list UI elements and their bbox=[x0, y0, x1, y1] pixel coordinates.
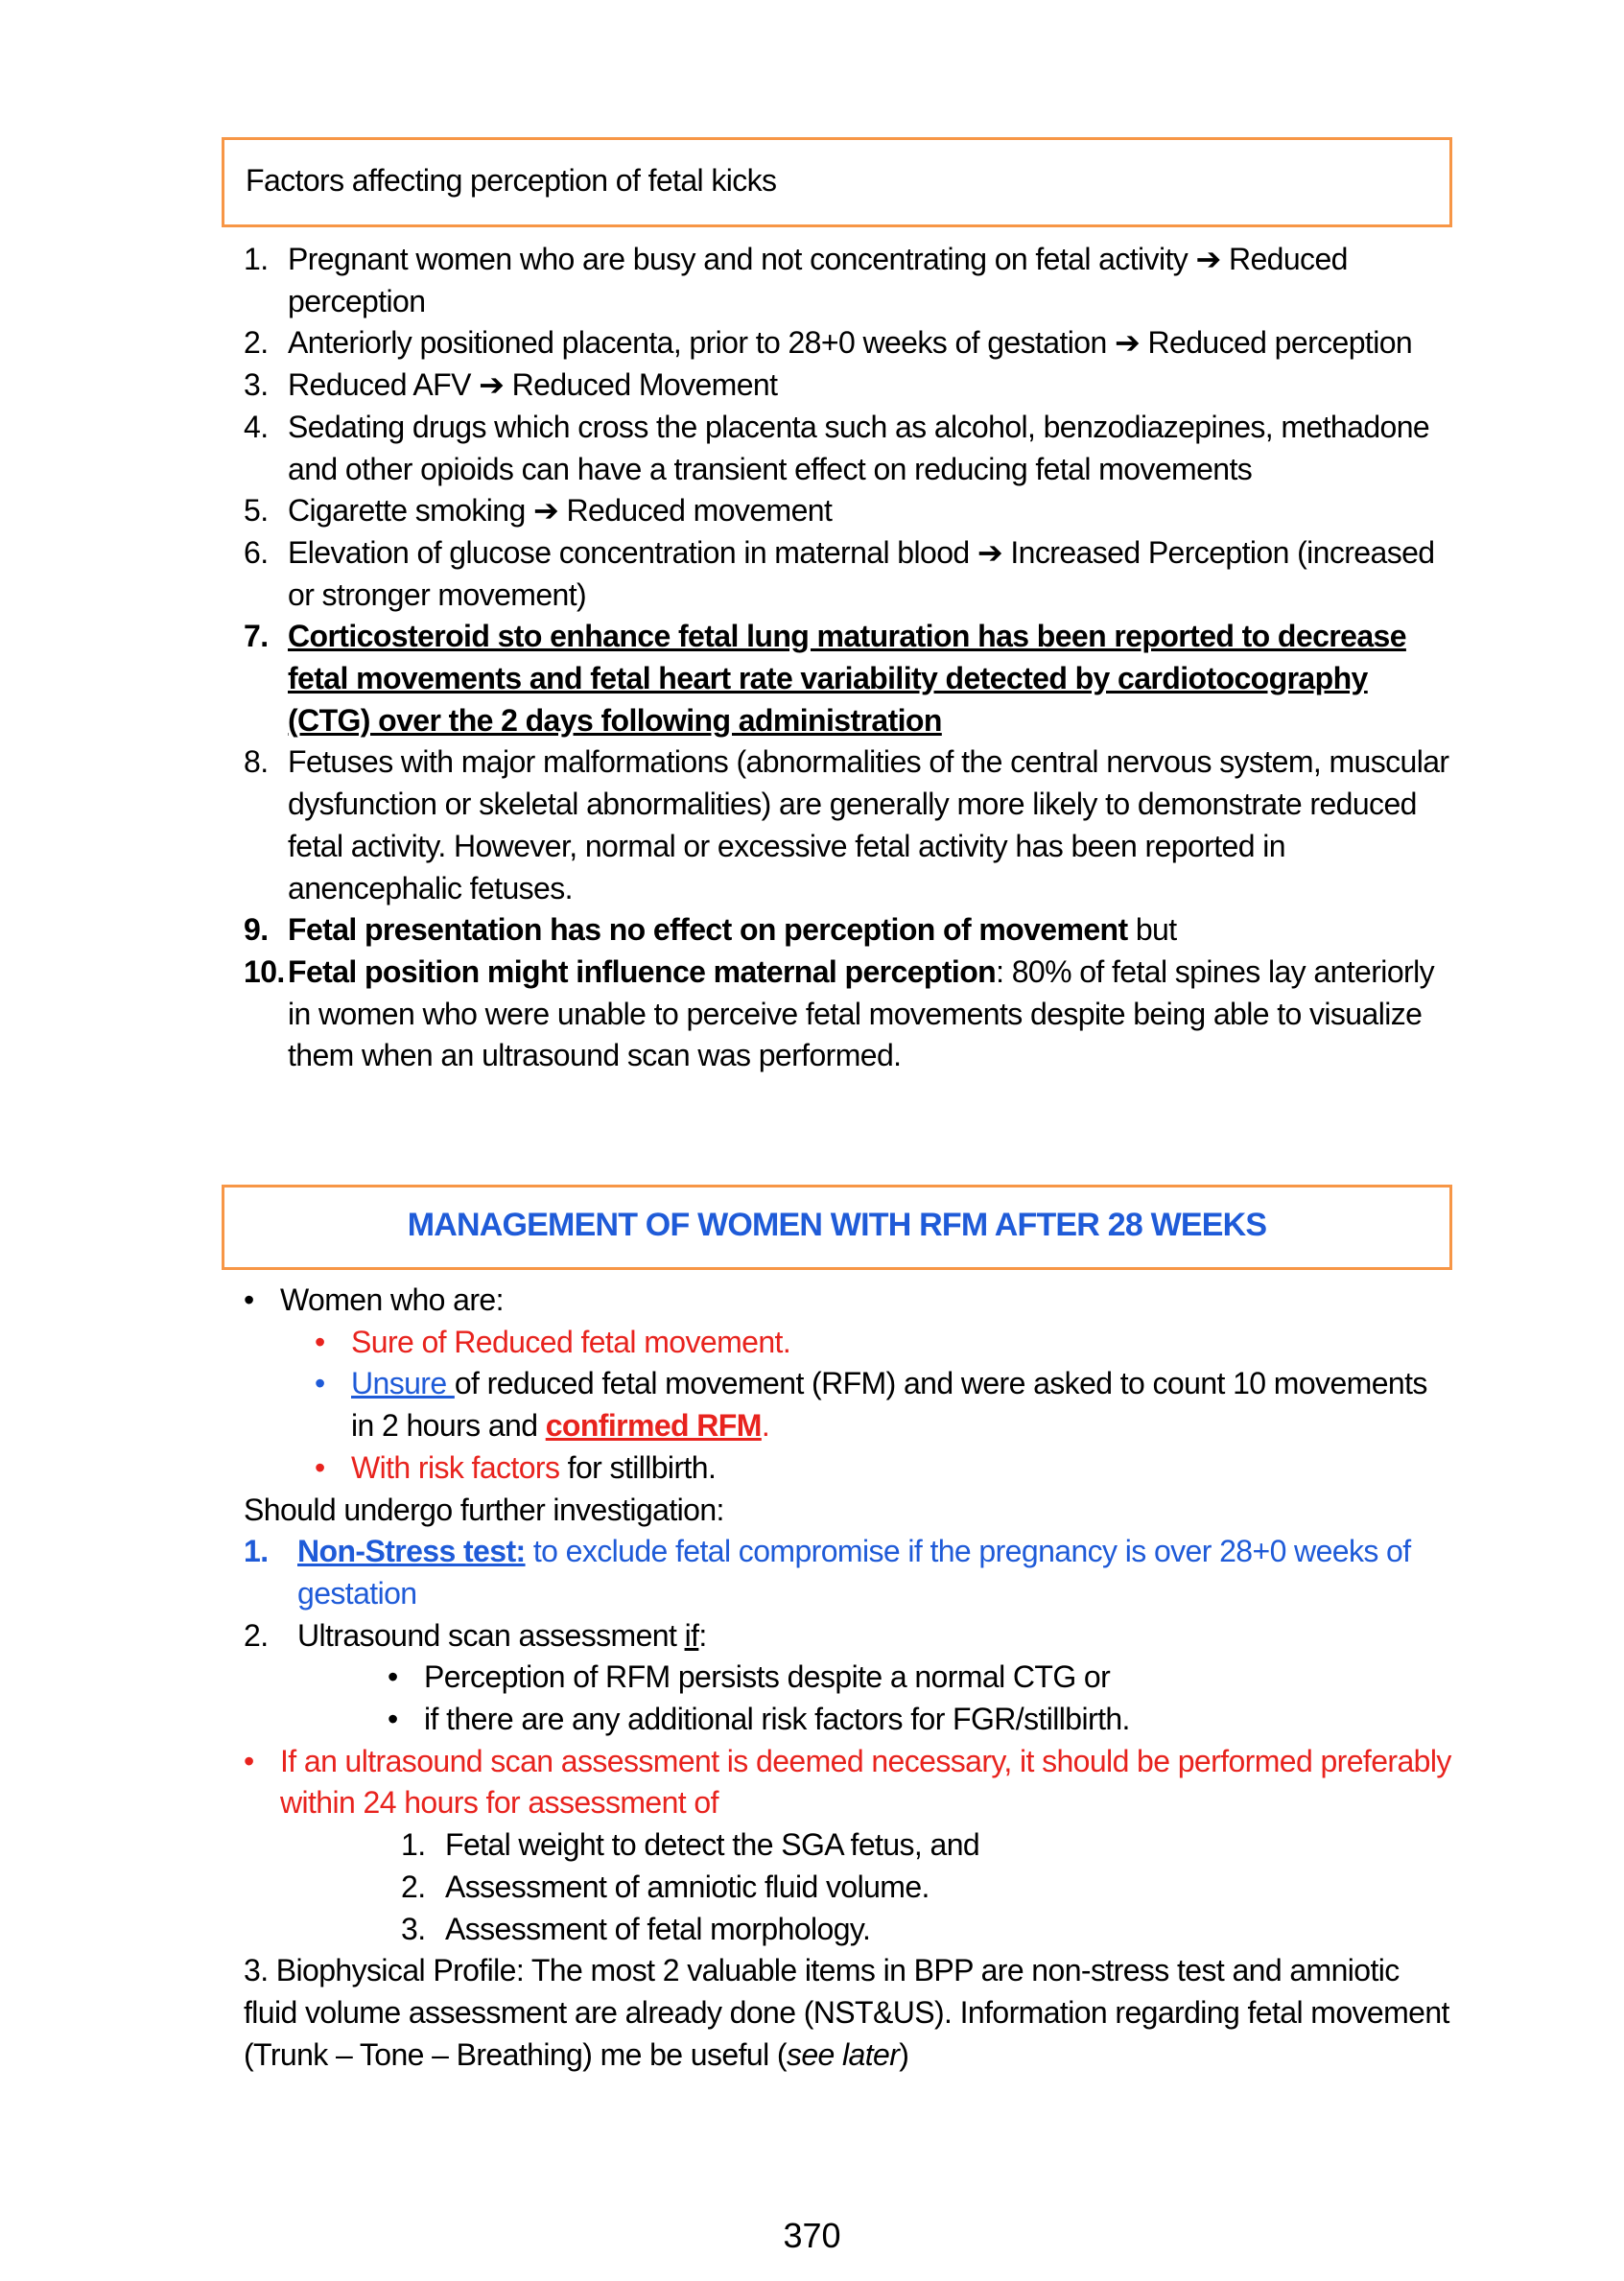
list-item: 4. Sedating drugs which cross the placenta such as alcohol, benzodiazepines, methadone and other opioids can have a transient effect on reducing fetal movements bbox=[244, 409, 1430, 486]
bullet-item: • if there are any additional risk factors for FGR/stillbirth. bbox=[244, 1699, 1452, 1741]
paragraph-bpp: 3. Biophysical Profile: The most 2 valuable items in BPP are non-stress test and amniotic fluid volume assessment are already done (NST&US). Information regarding fetal movement (Trunk – Tone – Breathing) me be useful (see later) bbox=[244, 1953, 1449, 2072]
list-item: 9. Fetal presentation has no effect on perception of movement but bbox=[244, 912, 1177, 948]
bullet-item: • Women who are: bbox=[244, 1280, 1452, 1322]
bullet-icon: • bbox=[315, 1449, 325, 1485]
bullet-icon: • bbox=[244, 1282, 254, 1317]
paragraph: Should undergo further investigation: bbox=[244, 1492, 724, 1527]
list-item: 2. Ultrasound scan assessment if: bbox=[244, 1617, 707, 1653]
bullet-item: • With risk factors for stillbirth. bbox=[244, 1447, 1452, 1490]
bullet-icon: • bbox=[315, 1324, 325, 1359]
list-item: 6. Elevation of glucose concentration in maternal blood ➔ Increased Perception (increased or stronger movement) bbox=[244, 534, 1435, 612]
page-number: 370 bbox=[783, 2216, 841, 2255]
list-item: 3. Assessment of fetal morphology. bbox=[401, 1911, 871, 1946]
list-item: 1. Fetal weight to detect the SGA fetus, and bbox=[401, 1827, 980, 1863]
bullet-item: • If an ultrasound scan assessment is deemed necessary, it should be performed preferably within 24 hours for assessment of bbox=[244, 1741, 1452, 1824]
factors-list bbox=[244, 239, 1452, 1077]
section-title: Factors affecting perception of fetal kicks bbox=[246, 163, 777, 198]
bullet-icon: • bbox=[388, 1702, 398, 1737]
bullet-icon: • bbox=[315, 1366, 325, 1401]
list-item: 3. Reduced AFV ➔ Reduced Movement bbox=[244, 367, 778, 403]
list-item: 1. Non-Stress test: to exclude fetal compromise if the pregnancy is over 28+0 weeks of gestation bbox=[244, 1534, 1411, 1611]
bullet-item: • Sure of Reduced fetal movement. bbox=[244, 1322, 1452, 1364]
unsure-link[interactable]: Unsure bbox=[351, 1366, 455, 1401]
bullet-item: • Perception of RFM persists despite a normal CTG or bbox=[244, 1657, 1452, 1699]
section-header-management bbox=[222, 1185, 1452, 1270]
bullet-icon: • bbox=[244, 1743, 254, 1778]
management-content bbox=[244, 1280, 1452, 2076]
list-item: 8. Fetuses with major malformations (abnormalities of the central nervous system, muscular dysfunction or skeletal abnormalities) are generally more likely to demonstrate reduced fetal activity. However, normal or excessive fetal activity has been reported in anencephalic fetuses. bbox=[244, 744, 1449, 905]
section-title: MANAGEMENT OF WOMEN WITH RFM AFTER 28 WEEKS bbox=[407, 1207, 1267, 1243]
section-header-factors bbox=[222, 137, 1452, 227]
list-item-highlight: 7. Corticosteroid sto enhance fetal lung maturation has been reported to decrease fetal movements and fetal heart rate variability detected by cardiotocography (CTG) over the 2 days following administration bbox=[244, 619, 1406, 738]
bullet-item: • Unsure of reduced fetal movement (RFM) and were asked to count 10 movements in 2 hours and confirmed RFM. bbox=[244, 1363, 1452, 1446]
list-item: 2. Assessment of amniotic fluid volume. bbox=[401, 1869, 930, 1904]
list-item: 1. Pregnant women who are busy and not concentrating on fetal activity ➔ Reduced perception bbox=[244, 242, 1348, 318]
list-item: 2. Anteriorly positioned placenta, prior to 28+0 weeks of gestation ➔ Reduced perception bbox=[244, 325, 1413, 361]
list-item: 5. Cigarette smoking ➔ Reduced movement bbox=[244, 493, 833, 529]
nst-link[interactable]: Non-Stress test: bbox=[297, 1534, 526, 1569]
bullet-icon: • bbox=[388, 1659, 398, 1695]
list-item: 10. Fetal position might influence maternal perception: 80% of fetal spines lay anteriorly in women who were unable to perceive fetal movements despite being able to visualize them when an ultrasound scan was performed. bbox=[244, 953, 1434, 1073]
